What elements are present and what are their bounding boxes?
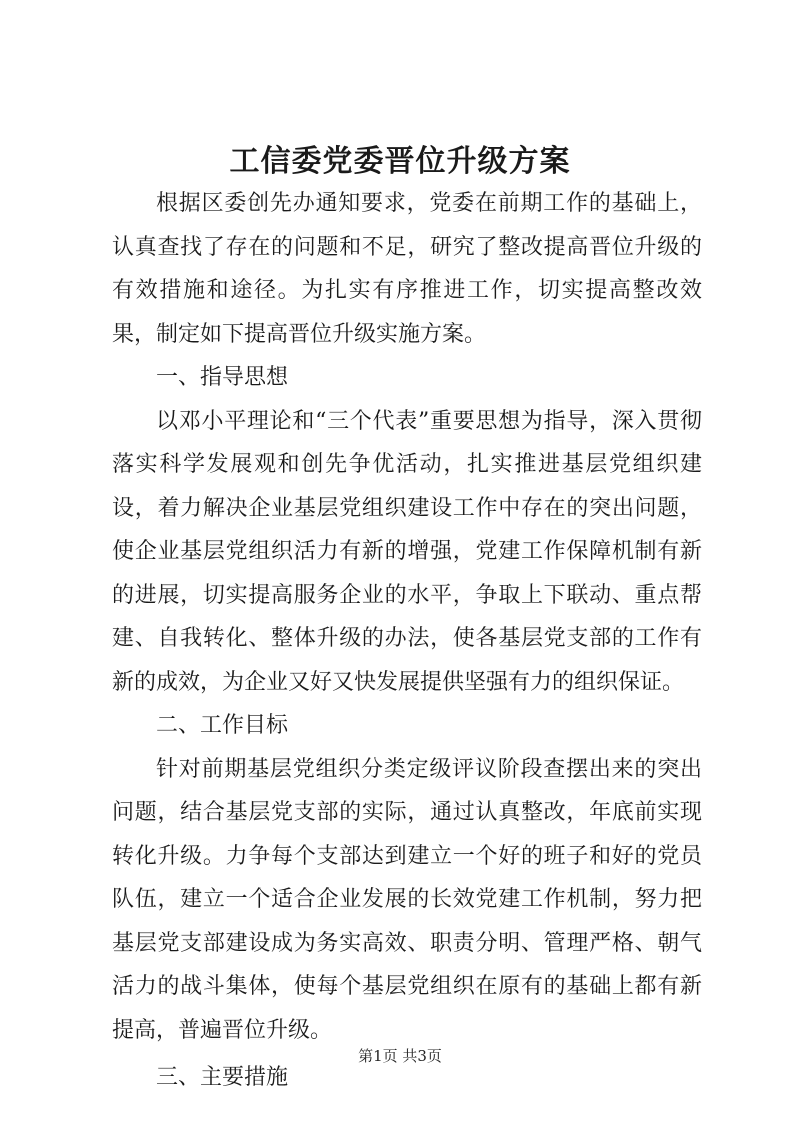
document-body xyxy=(112,182,702,1100)
section-heading-guiding-ideology: 一、指导思想 xyxy=(156,365,289,390)
section-heading-main-measures: 三、主要措施 xyxy=(156,1065,289,1090)
work-goals-paragraph: 针对前期基层党组织分类定级评议阶段查摆出来的突出问题，结合基层党支部的实际，通过认真整改，年底前实现转化升级。力争每个支部达到建立一个好的班子和好的党员队伍，建立一个适合企业发展的长效党建工作机制，努力把基层党支部建设成为务实高效、职责分明、管理严格、朝气活力的战斗集体，使每个基层党组织在原有的基础上都有新提高，普遍晋位升级。 xyxy=(112,756,702,1043)
document-title: 工信委党委晋位升级方案 xyxy=(229,144,571,179)
guiding-ideology-paragraph: 以邓小平理论和“三个代表”重要思想为指导，深入贯彻落实科学发展观和创先争优活动，扎实推进基层党组织建设，着力解决企业基层党组织建设工作中存在的突出问题，使企业基层党组织活力有新的增强，党建工作保障机制有新的进展，切实提高服务企业的水平，争取上下联动、重点帮建、自我转化、整体升级的办法，使各基层党支部的工作有新的成效，为企业又好又快发展提供坚强有力的组织保证。 xyxy=(112,408,702,695)
page-footer: 第1页 共3页 xyxy=(358,1047,442,1065)
intro-paragraph: 根据区委创先办通知要求，党委在前期工作的基础上，认真查找了存在的问题和不足，研究了整改提高晋位升级的有效措施和途径。为扎实有序推进工作，切实提高整改效果，制定如下提高晋位升级实施方案。 xyxy=(112,191,702,347)
section-heading-work-goals: 二、工作目标 xyxy=(156,713,289,738)
